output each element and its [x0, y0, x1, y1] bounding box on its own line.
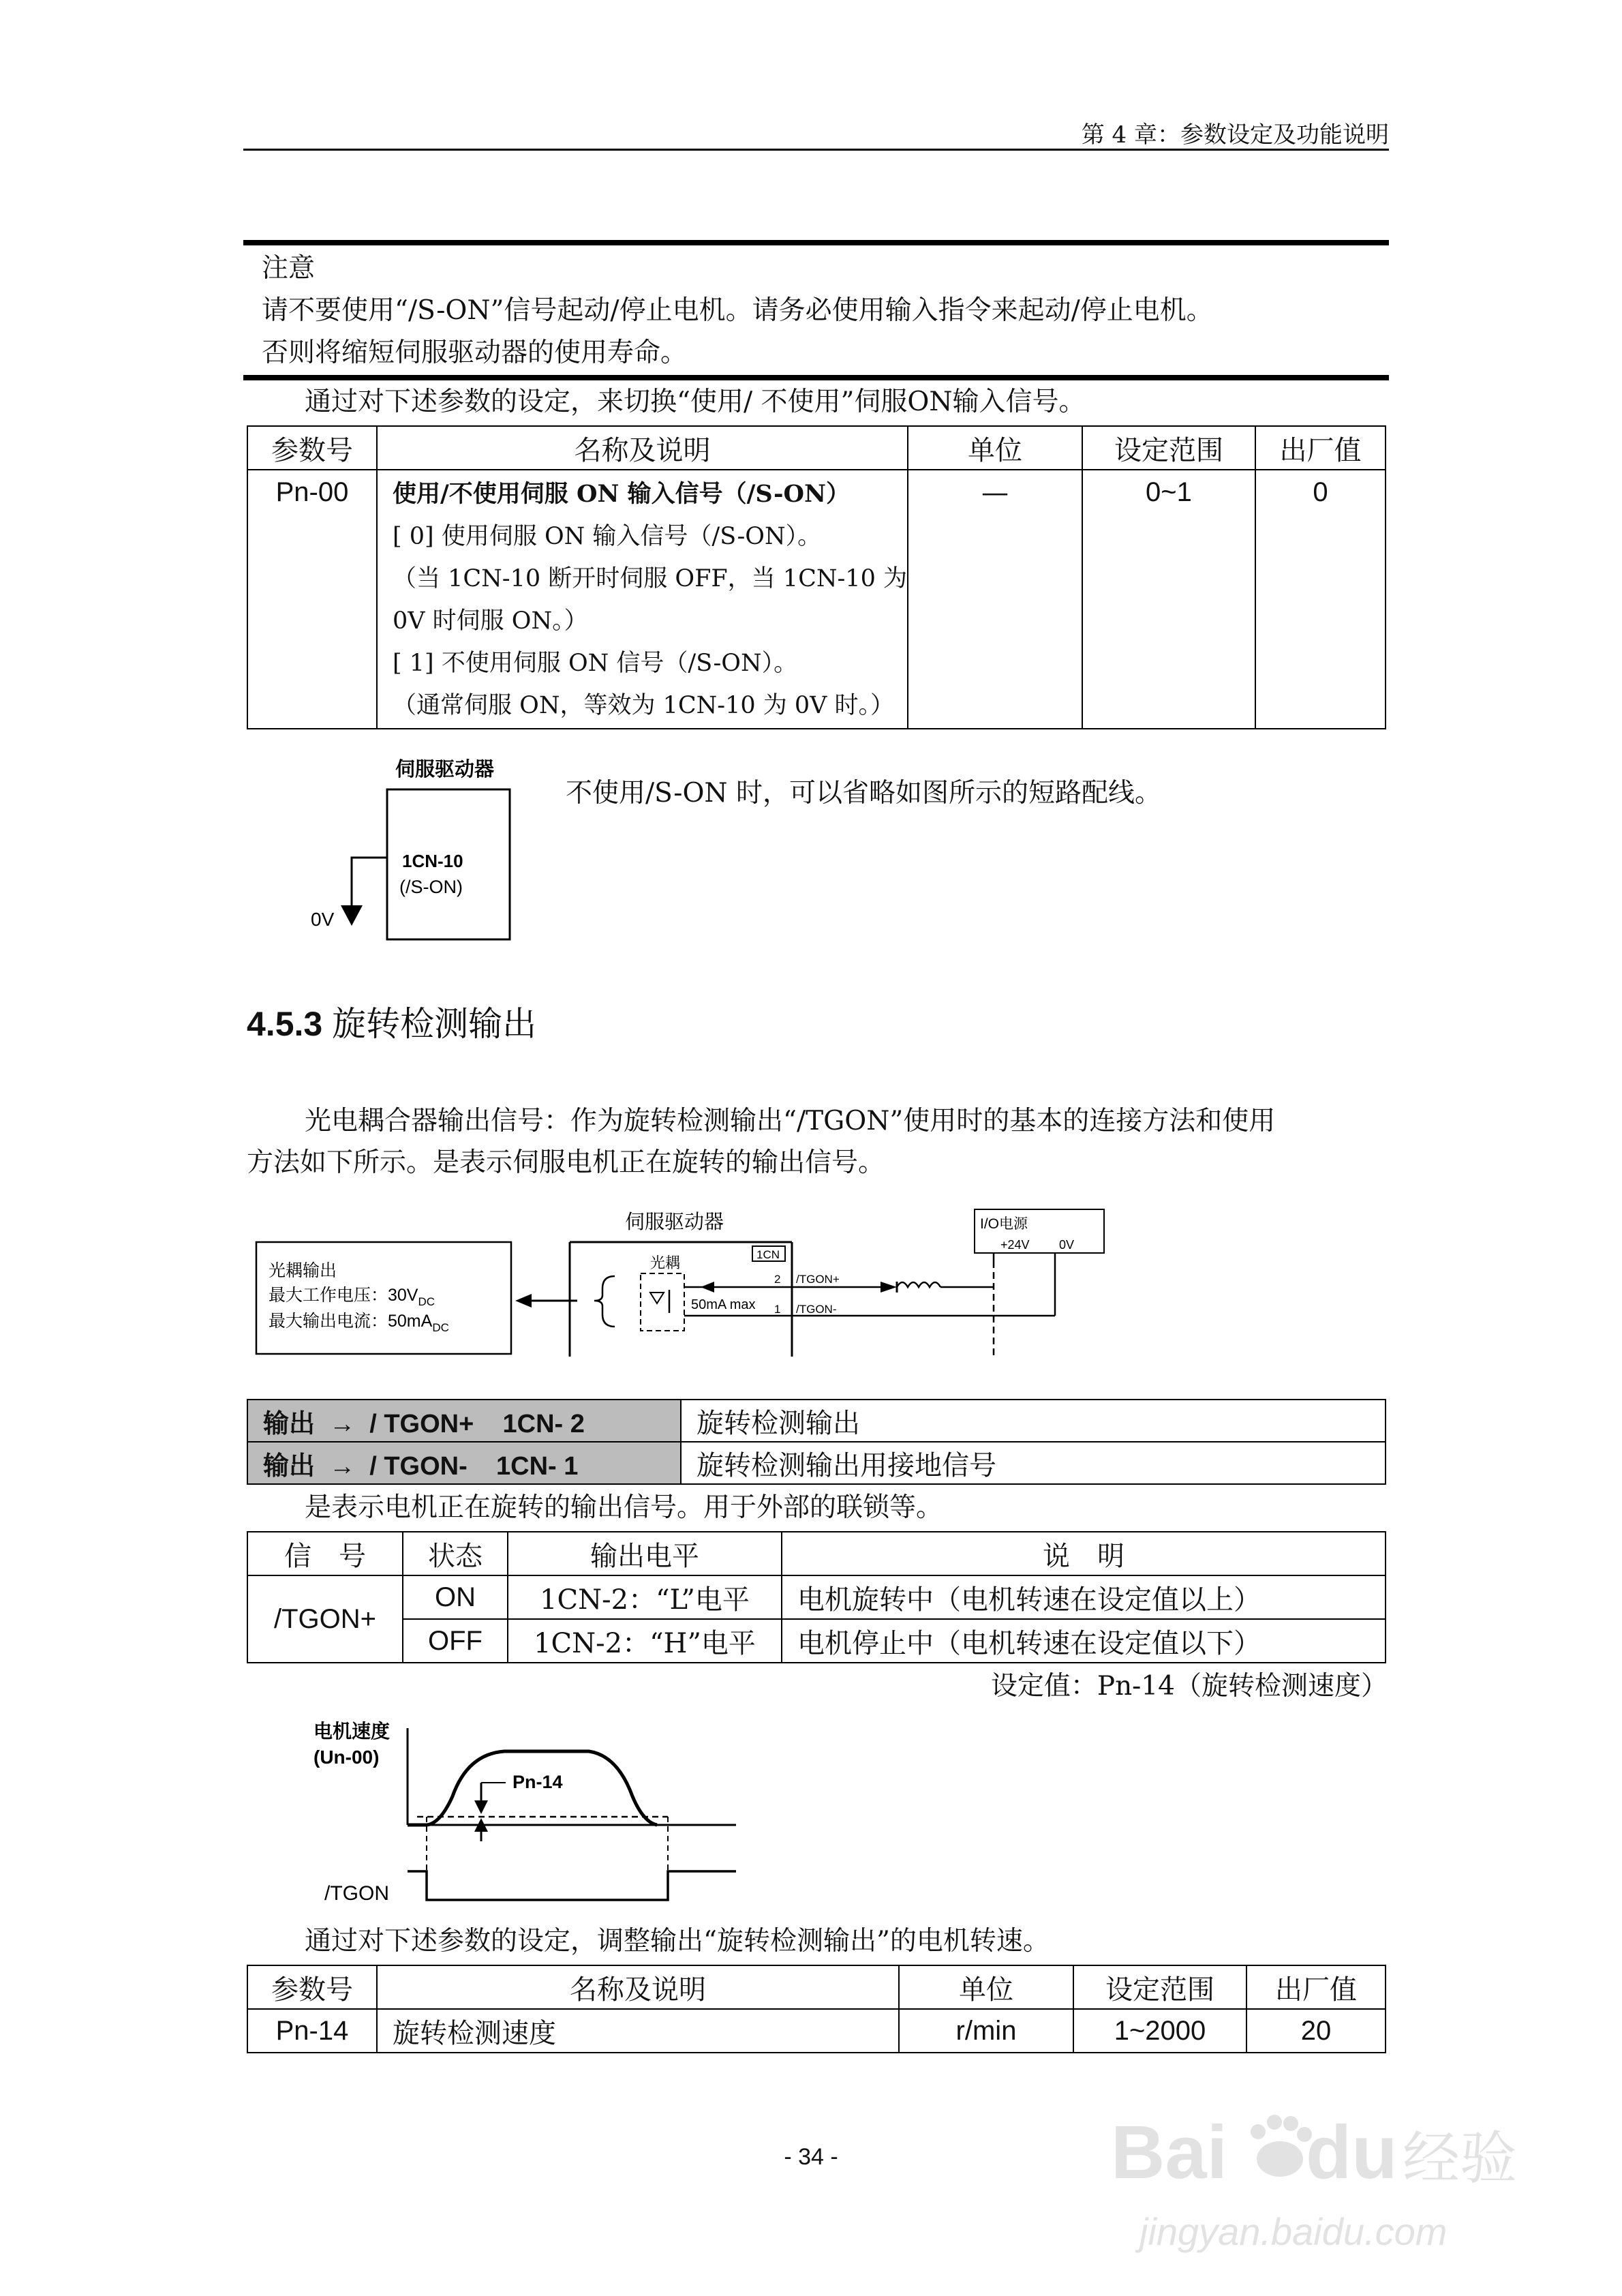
state-off: OFF	[403, 1619, 508, 1663]
paw-icon	[1251, 2115, 1312, 2177]
param-number: Pn-14	[247, 2009, 377, 2053]
header-rule	[243, 149, 1389, 151]
state-on: ON	[403, 1575, 508, 1619]
param-default: 0	[1255, 470, 1386, 729]
output-arrow-icon	[515, 1294, 532, 1308]
note-bottom-rule	[243, 375, 1389, 380]
col-param-no: 参数号	[247, 1965, 377, 2009]
watermark-brand: Bai	[1111, 2111, 1228, 2194]
son-wiring-diagram	[300, 750, 552, 948]
param-table-pn14	[247, 1965, 1386, 2053]
speed-label: 电机速度	[313, 1721, 391, 1742]
v0-label: 0V	[1059, 1238, 1075, 1252]
section-title: 旋转检测输出	[332, 1004, 537, 1044]
param-range: 0~1	[1082, 470, 1255, 729]
signal-name: /TGON+	[247, 1575, 403, 1663]
relay-coil-icon	[897, 1282, 940, 1287]
pin2-label: 2	[774, 1273, 781, 1286]
watermark-jingyan: 经验	[1403, 2126, 1518, 2190]
driver-label: 伺服驱动器	[395, 759, 495, 781]
para2: 是表示电机正在旋转的输出信号。用于外部的联锁等。	[305, 1492, 943, 1523]
threshold-arrow-down-icon	[474, 1800, 488, 1814]
param-table-pn00	[247, 425, 1386, 729]
driver-label: 伺服驱动器	[625, 1211, 724, 1233]
param-range: 1~2000	[1073, 2009, 1246, 2053]
tgon-plus-label: /TGON+	[796, 1273, 840, 1286]
ground-label: 0V	[311, 909, 335, 930]
para1-line2: 方法如下所示。是表示伺服电机正在旋转的输出信号。	[247, 1147, 885, 1178]
param-description	[377, 470, 908, 729]
chapter-header: 第 4 章：参数设定及功能说明	[1081, 121, 1389, 149]
desc-on: 电机旋转中（电机转速在设定值以上）	[782, 1575, 1386, 1619]
diode-icon	[881, 1282, 897, 1293]
tgon-waveform	[408, 1871, 736, 1900]
col-level: 输出电平	[508, 1532, 782, 1575]
diagram1-caption: 不使用/S-ON 时，可以省略如图所示的短路配线。	[566, 778, 1161, 809]
pin1-label: 1	[774, 1303, 781, 1316]
note-line-1: 请不要使用“/S-ON”信号起动/停止电机。请务必使用输入指令来起动/停止电机。	[262, 295, 1213, 326]
current-arrow-icon	[701, 1282, 714, 1293]
spec-current-text: 最大输出电流：50mA	[269, 1312, 433, 1331]
page-number: - 34 -	[784, 2144, 838, 2170]
intro-text-2: 通过对下述参数的设定，调整输出“旋转检测输出”的电机转速。	[305, 1926, 1050, 1957]
param-name: 旋转检测速度	[377, 2009, 899, 2053]
section-heading	[247, 997, 536, 1046]
param-unit: —	[908, 470, 1082, 729]
tgon-connection-diagram	[254, 1200, 1119, 1377]
threshold-param-label: Pn-14	[512, 1772, 563, 1792]
watermark-url: jingyan.baidu.com	[1139, 2210, 1448, 2253]
col-desc: 说 明	[782, 1532, 1386, 1575]
desc-off: 电机停止中（电机转速在设定值以下）	[782, 1619, 1386, 1663]
cn-label: 1CN	[756, 1248, 780, 1261]
col-unit: 单位	[908, 426, 1082, 470]
desc-line: [ 1] 不使用伺服 ON 信号（/S-ON）。	[393, 650, 798, 677]
param-default: 20	[1246, 2009, 1386, 2053]
param-name: 使用/不使用伺服 ON 输入信号（/S-ON）	[393, 480, 850, 508]
level-off: 1CN-2：“H”电平	[508, 1619, 782, 1663]
col-default: 出厂值	[1255, 426, 1386, 470]
v24-label: +24V	[1000, 1238, 1030, 1252]
led-icon	[650, 1293, 664, 1303]
note-title: 注意	[262, 253, 316, 284]
dc-subscript: DC	[432, 1321, 449, 1334]
param-unit: r/min	[899, 2009, 1073, 2053]
spec-voltage-text: 最大工作电压：30V	[269, 1286, 418, 1305]
output-plus-desc: 旋转检测输出	[681, 1400, 1386, 1442]
io-power-label: I/O电源	[980, 1216, 1028, 1232]
ground-arrow-icon	[341, 905, 363, 926]
intro-text-1: 通过对下述参数的设定，来切换“使用/ 不使用”伺服ON输入信号。	[305, 387, 1086, 417]
col-state: 状态	[403, 1532, 508, 1575]
output-minus-desc: 旋转检测输出用接地信号	[681, 1442, 1386, 1484]
level-on: 1CN-2：“L”电平	[508, 1575, 782, 1619]
watermark-du: du	[1306, 2111, 1398, 2194]
note-top-rule	[243, 240, 1389, 245]
brace	[594, 1276, 615, 1327]
note-line-2: 否则将缩短伺服驱动器的使用寿命。	[262, 337, 688, 368]
desc-line: （当 1CN-10 断开时伺服 OFF，当 1CN-10 为	[393, 565, 907, 592]
dc-subscript: DC	[418, 1295, 435, 1308]
col-range: 设定范围	[1082, 426, 1255, 470]
signal-label: (/S-ON)	[399, 877, 463, 897]
output-signal-table	[247, 1399, 1386, 1485]
tgon-signal-label: /TGON	[324, 1882, 389, 1905]
output-minus-label: 输出 → / TGON- 1CN- 1	[247, 1442, 681, 1484]
param-number: Pn-00	[247, 470, 377, 729]
col-name-desc: 名称及说明	[377, 1965, 899, 2009]
short-wire	[352, 858, 387, 905]
tgon-minus-label: /TGON-	[796, 1303, 837, 1316]
para1-line1: 光电耦合器输出信号：作为旋转检测输出“/TGON”使用时的基本的连接方法和使用	[305, 1106, 1276, 1136]
spec-voltage	[269, 1286, 435, 1308]
output-plus-label: 输出 → / TGON+ 1CN- 2	[247, 1400, 681, 1442]
spec-current	[269, 1312, 449, 1334]
opto-box	[641, 1273, 684, 1331]
desc-line: [ 0] 使用伺服 ON 输入信号（/S-ON）。	[393, 523, 822, 550]
spec-title: 光耦输出	[269, 1261, 337, 1280]
col-signal: 信 号	[247, 1532, 403, 1575]
section-number: 4.5.3	[247, 1005, 323, 1043]
col-name-desc: 名称及说明	[377, 426, 908, 470]
tgon-signal-table	[247, 1531, 1386, 1663]
current-label: 50mA max	[691, 1297, 756, 1312]
col-param-no: 参数号	[247, 426, 377, 470]
desc-line: 0V 时伺服 ON。）	[393, 607, 588, 635]
baidu-watermark	[1104, 2096, 1540, 2267]
pin-label: 1CN-10	[402, 851, 463, 871]
col-unit: 单位	[899, 1965, 1073, 2009]
col-range: 设定范围	[1073, 1965, 1246, 2009]
speed-unit-label: (Un-00)	[313, 1747, 380, 1768]
tgon-timing-diagram	[307, 1708, 743, 1912]
opto-label: 光耦	[650, 1254, 681, 1271]
setting-note: 设定值：Pn-14（旋转检测速度）	[990, 1671, 1388, 1702]
col-default: 出厂值	[1246, 1965, 1386, 2009]
desc-line: （通常伺服 ON，等效为 1CN-10 为 0V 时。）	[393, 692, 895, 719]
